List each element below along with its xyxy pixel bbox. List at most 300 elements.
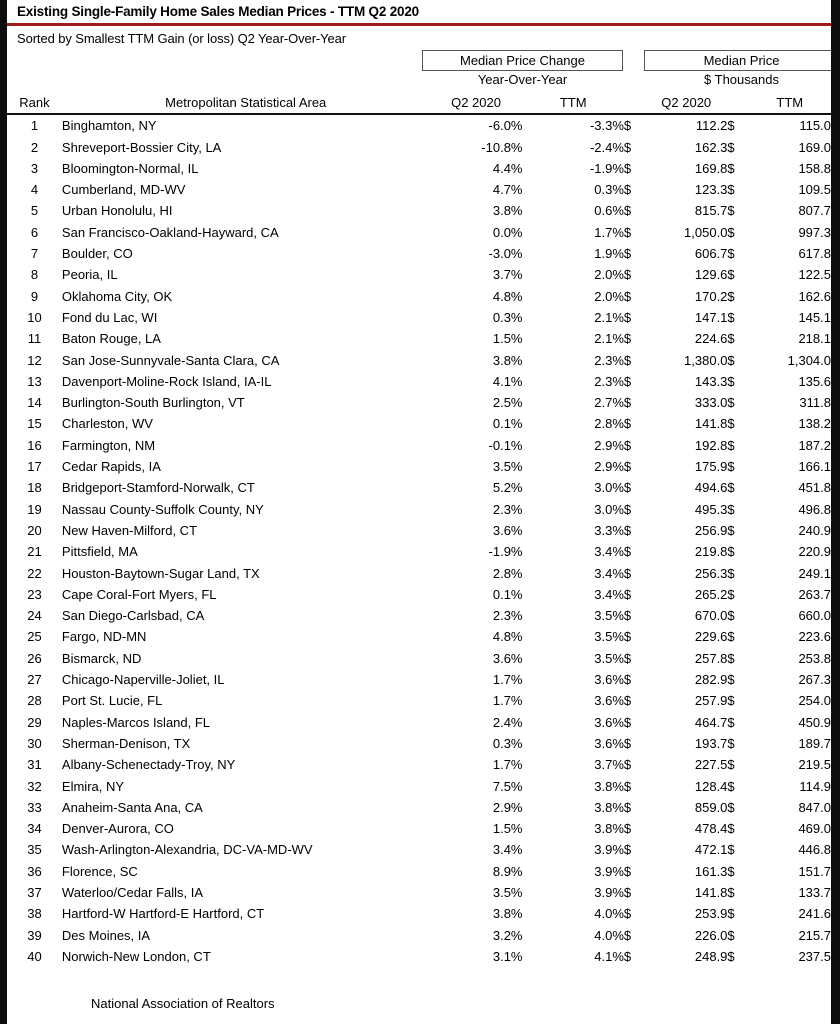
cell-msa: Bridgeport-Stamford-Norwalk, CT bbox=[61, 480, 255, 496]
table-row[interactable] bbox=[7, 903, 831, 924]
cell-change-ttm: 4.1% bbox=[594, 948, 624, 964]
cell-currency-q2: $ bbox=[623, 182, 632, 198]
cell-currency-q2: $ bbox=[623, 629, 632, 645]
cell-price-q2: 1,050.0 bbox=[684, 224, 728, 240]
cell-change-ttm: 1.7% bbox=[594, 224, 624, 240]
cell-currency-q2: $ bbox=[623, 203, 632, 219]
table-row[interactable] bbox=[7, 158, 831, 179]
cell-change-q2: 3.8% bbox=[492, 906, 523, 922]
cell-msa: Bloomington-Normal, IL bbox=[61, 160, 199, 176]
table-row[interactable] bbox=[7, 712, 831, 733]
cell-currency-ttm: $ bbox=[727, 352, 735, 368]
cell-price-ttm: 166.1 bbox=[798, 459, 831, 475]
cell-price-q2: 256.3 bbox=[694, 565, 728, 581]
cell-change-ttm: 2.3% bbox=[594, 352, 624, 368]
cell-price-ttm: 263.7 bbox=[798, 586, 831, 602]
cell-change-q2: 2.8% bbox=[492, 565, 523, 581]
cell-msa: Waterloo/Cedar Falls, IA bbox=[61, 884, 204, 900]
cell-rank: 36 bbox=[27, 863, 42, 879]
cell-change-q2: 3.5% bbox=[492, 884, 523, 900]
cell-rank: 21 bbox=[27, 544, 42, 560]
cell-change-q2: 2.9% bbox=[492, 799, 523, 815]
cell-rank: 7 bbox=[30, 246, 39, 262]
cell-msa: Shreveport-Bossier City, LA bbox=[61, 139, 222, 155]
cell-currency-q2: $ bbox=[623, 352, 632, 368]
cell-price-ttm: 218.1 bbox=[798, 331, 831, 347]
cell-price-ttm: 997.3 bbox=[798, 224, 831, 240]
group-subheader-thousands: $ Thousands bbox=[704, 72, 779, 87]
cell-rank: 18 bbox=[27, 480, 42, 496]
cell-change-q2: 4.8% bbox=[492, 629, 523, 645]
table-row[interactable] bbox=[7, 328, 831, 349]
cell-rank: 33 bbox=[27, 799, 42, 815]
cell-change-q2: 3.1% bbox=[492, 948, 523, 964]
home-sales-table bbox=[7, 92, 831, 967]
report-subtitle-row bbox=[7, 26, 831, 50]
cell-rank: 6 bbox=[30, 224, 39, 240]
table-row[interactable] bbox=[7, 754, 831, 775]
table-row[interactable] bbox=[7, 499, 831, 520]
cell-currency-ttm: $ bbox=[727, 948, 735, 964]
col-header-rank[interactable]: Rank bbox=[7, 92, 62, 114]
cell-price-q2: 147.1 bbox=[694, 309, 728, 325]
cell-currency-ttm: $ bbox=[727, 842, 735, 858]
cell-price-ttm: 151.7 bbox=[798, 863, 831, 879]
cell-price-ttm: 189.7 bbox=[798, 735, 831, 751]
cell-rank: 25 bbox=[27, 629, 42, 645]
cell-price-q2: 226.0 bbox=[694, 927, 728, 943]
cell-currency-q2: $ bbox=[623, 799, 632, 815]
cell-currency-q2: $ bbox=[623, 735, 632, 751]
cell-msa: San Jose-Sunnyvale-Santa Clara, CA bbox=[61, 352, 280, 368]
table-row[interactable] bbox=[7, 264, 831, 285]
cell-price-ttm: 311.8 bbox=[799, 395, 831, 411]
table-row[interactable] bbox=[7, 861, 831, 882]
cell-change-q2: -10.8% bbox=[481, 139, 523, 155]
cell-msa: Norwich-New London, CT bbox=[61, 948, 211, 964]
cell-currency-ttm: $ bbox=[727, 799, 735, 815]
cell-msa: Charleston, WV bbox=[61, 416, 153, 432]
cell-msa: Davenport-Moline-Rock Island, IA-IL bbox=[61, 373, 272, 389]
cell-change-ttm: 2.1% bbox=[594, 331, 624, 347]
table-row[interactable] bbox=[7, 733, 831, 754]
cell-price-q2: 257.9 bbox=[694, 693, 728, 709]
cell-currency-q2: $ bbox=[623, 565, 632, 581]
cell-msa: Hartford-W Hartford-E Hartford, CT bbox=[61, 906, 265, 922]
cell-msa: Denver-Aurora, CO bbox=[61, 821, 174, 837]
cell-currency-ttm: $ bbox=[727, 693, 735, 709]
cell-currency-ttm: $ bbox=[727, 629, 735, 645]
cell-price-ttm: 220.9 bbox=[798, 544, 831, 560]
cell-change-ttm: 3.4% bbox=[594, 586, 624, 602]
cell-currency-q2: $ bbox=[623, 246, 632, 262]
cell-change-ttm: 4.0% bbox=[594, 906, 624, 922]
table-row[interactable] bbox=[7, 179, 831, 200]
cell-msa: Albany-Schenectady-Troy, NY bbox=[61, 757, 236, 773]
cell-change-q2: 7.5% bbox=[492, 778, 523, 794]
cell-price-ttm: 219.5 bbox=[798, 757, 831, 773]
cell-currency-ttm: $ bbox=[727, 608, 735, 624]
cell-price-ttm: 240.9 bbox=[798, 522, 831, 538]
cell-currency-ttm: $ bbox=[727, 224, 735, 240]
cell-msa: Des Moines, IA bbox=[61, 927, 151, 943]
cell-rank: 31 bbox=[27, 757, 42, 773]
cell-msa: New Haven-Milford, CT bbox=[61, 522, 198, 538]
cell-change-q2: -0.1% bbox=[488, 437, 523, 453]
cell-currency-q2: $ bbox=[623, 288, 632, 304]
cell-change-q2: 4.8% bbox=[492, 288, 523, 304]
cell-rank: 29 bbox=[27, 714, 42, 730]
cell-price-q2: 472.1 bbox=[694, 842, 728, 858]
cell-rank: 34 bbox=[27, 821, 42, 837]
cell-price-q2: 161.3 bbox=[694, 863, 728, 879]
cell-change-q2: 2.3% bbox=[492, 608, 523, 624]
report-title-row bbox=[7, 0, 831, 22]
cell-change-ttm: 0.3% bbox=[594, 182, 624, 198]
table-row[interactable] bbox=[7, 413, 831, 434]
cell-change-q2: -1.9% bbox=[488, 544, 523, 560]
cell-price-ttm: 249.1 bbox=[798, 565, 831, 581]
table-row[interactable] bbox=[7, 435, 831, 456]
cell-rank: 14 bbox=[27, 395, 42, 411]
cell-price-ttm: 223.6 bbox=[798, 629, 831, 645]
cell-currency-q2: $ bbox=[623, 224, 632, 240]
col-header-price-q2[interactable]: Q2 2020 bbox=[645, 92, 727, 114]
cell-currency-q2: $ bbox=[623, 160, 632, 176]
group-subheader-year-over-year: Year-Over-Year bbox=[477, 72, 568, 87]
cell-currency-ttm: $ bbox=[727, 586, 735, 602]
cell-price-q2: 464.7 bbox=[694, 714, 728, 730]
cell-change-q2: 3.6% bbox=[492, 650, 523, 666]
cell-currency-ttm: $ bbox=[727, 650, 735, 666]
table-head bbox=[7, 92, 831, 114]
col-header-price-ttm[interactable]: TTM bbox=[749, 92, 831, 114]
cell-change-ttm: 2.7% bbox=[594, 395, 624, 411]
cell-price-ttm: 215.7 bbox=[798, 927, 831, 943]
table-row[interactable] bbox=[7, 392, 831, 413]
cell-price-ttm: 162.6 bbox=[798, 288, 831, 304]
table-row[interactable] bbox=[7, 669, 831, 690]
cell-currency-ttm: $ bbox=[727, 565, 735, 581]
cell-msa: Urban Honolulu, HI bbox=[61, 203, 173, 219]
cell-price-ttm: 114.9 bbox=[799, 778, 831, 794]
cell-price-ttm: 1,304.0 bbox=[787, 352, 831, 368]
cell-change-q2: 3.4% bbox=[492, 842, 523, 858]
cell-rank: 8 bbox=[30, 267, 39, 283]
table-row[interactable] bbox=[7, 456, 831, 477]
cell-rank: 40 bbox=[27, 948, 42, 964]
table-row[interactable] bbox=[7, 114, 831, 136]
cell-change-q2: 3.2% bbox=[492, 927, 523, 943]
table-row[interactable] bbox=[7, 307, 831, 328]
col-header-change-ttm[interactable]: TTM bbox=[523, 92, 624, 114]
table-row[interactable] bbox=[7, 371, 831, 392]
table-row[interactable] bbox=[7, 200, 831, 221]
cell-rank: 15 bbox=[27, 416, 42, 432]
cell-change-ttm: 3.7% bbox=[594, 757, 624, 773]
cell-msa: Peoria, IL bbox=[61, 267, 118, 283]
cell-currency-q2: $ bbox=[623, 906, 632, 922]
col-header-msa[interactable]: Metropolitan Statistical Area bbox=[62, 92, 430, 114]
cell-change-q2: 0.1% bbox=[492, 586, 523, 602]
cell-price-ttm: 145.1 bbox=[798, 309, 831, 325]
cell-price-q2: 192.8 bbox=[694, 437, 728, 453]
cell-currency-q2: $ bbox=[623, 672, 632, 688]
cell-price-ttm: 115.0 bbox=[799, 118, 831, 134]
cell-rank: 13 bbox=[27, 373, 42, 389]
cell-change-q2: 3.8% bbox=[492, 352, 523, 368]
cell-change-q2: 0.3% bbox=[492, 735, 523, 751]
table-row[interactable] bbox=[7, 243, 831, 264]
cell-price-q2: 227.5 bbox=[694, 757, 728, 773]
table-row[interactable] bbox=[7, 541, 831, 562]
cell-price-q2: 175.9 bbox=[694, 459, 728, 475]
cell-price-q2: 494.6 bbox=[694, 480, 728, 496]
cell-price-ttm: 847.0 bbox=[798, 799, 831, 815]
col-header-change-q2[interactable]: Q2 2020 bbox=[430, 92, 523, 114]
table-row[interactable] bbox=[7, 626, 831, 647]
cell-msa: Binghamton, NY bbox=[61, 118, 157, 134]
table-row[interactable] bbox=[7, 690, 831, 711]
cell-change-ttm: 3.8% bbox=[594, 778, 624, 794]
cell-change-ttm: -2.4% bbox=[589, 139, 624, 155]
cell-currency-q2: $ bbox=[623, 331, 632, 347]
table-row[interactable] bbox=[7, 605, 831, 626]
cell-change-q2: 3.5% bbox=[492, 459, 523, 475]
col-header-currency-spacer-2 bbox=[727, 92, 748, 114]
cell-price-q2: 253.9 bbox=[694, 906, 728, 922]
source-label: National Association of Realtors bbox=[91, 996, 275, 1012]
cell-currency-ttm: $ bbox=[727, 672, 735, 688]
cell-change-ttm: 2.8% bbox=[594, 416, 624, 432]
cell-price-q2: 859.0 bbox=[694, 799, 728, 815]
cell-currency-ttm: $ bbox=[727, 927, 735, 943]
cell-change-ttm: 3.6% bbox=[594, 735, 624, 751]
cell-change-q2: 3.8% bbox=[492, 203, 523, 219]
cell-rank: 12 bbox=[27, 352, 42, 368]
report-subtitle: Sorted by Smallest TTM Gain (or loss) Q2 Year-Over-Year bbox=[17, 30, 347, 46]
cell-price-q2: 141.8 bbox=[694, 884, 728, 900]
cell-price-q2: 815.7 bbox=[694, 203, 728, 219]
table-row[interactable] bbox=[7, 286, 831, 307]
cell-currency-ttm: $ bbox=[727, 395, 735, 411]
table-row[interactable] bbox=[7, 222, 831, 243]
cell-rank: 37 bbox=[27, 884, 42, 900]
cell-price-q2: 1,380.0 bbox=[684, 352, 728, 368]
cell-currency-ttm: $ bbox=[727, 480, 735, 496]
cell-change-q2: 0.1% bbox=[492, 416, 523, 432]
cell-change-ttm: 2.1% bbox=[594, 309, 624, 325]
cell-change-ttm: -1.9% bbox=[589, 160, 624, 176]
cell-rank: 10 bbox=[27, 309, 42, 325]
cell-msa: Pittsfield, MA bbox=[61, 544, 138, 560]
cell-msa: Cumberland, MD-WV bbox=[61, 182, 186, 198]
table-row[interactable] bbox=[7, 925, 831, 946]
cell-currency-q2: $ bbox=[623, 863, 632, 879]
cell-change-ttm: 3.4% bbox=[594, 544, 624, 560]
cell-msa: San Francisco-Oakland-Hayward, CA bbox=[61, 224, 279, 240]
cell-price-ttm: 169.0 bbox=[798, 139, 831, 155]
cell-currency-ttm: $ bbox=[727, 139, 735, 155]
cell-msa: Sherman-Denison, TX bbox=[61, 735, 191, 751]
cell-rank: 38 bbox=[27, 906, 42, 922]
cell-change-q2: 4.4% bbox=[492, 160, 523, 176]
cell-price-q2: 170.2 bbox=[694, 288, 728, 304]
cell-currency-ttm: $ bbox=[727, 821, 735, 837]
cell-rank: 11 bbox=[27, 331, 42, 347]
cell-change-q2: 5.2% bbox=[492, 480, 523, 496]
cell-price-q2: 143.3 bbox=[694, 373, 728, 389]
cell-currency-q2: $ bbox=[623, 842, 632, 858]
table-row[interactable] bbox=[7, 648, 831, 669]
cell-currency-q2: $ bbox=[623, 118, 632, 134]
cell-price-q2: 112.2 bbox=[695, 118, 728, 134]
cell-price-q2: 333.0 bbox=[694, 395, 728, 411]
cell-price-q2: 219.8 bbox=[694, 544, 728, 560]
cell-change-ttm: 2.3% bbox=[594, 373, 624, 389]
cell-rank: 2 bbox=[30, 139, 39, 155]
cell-change-ttm: 3.4% bbox=[594, 565, 624, 581]
cell-rank: 22 bbox=[27, 565, 42, 581]
cell-currency-ttm: $ bbox=[727, 757, 735, 773]
cell-msa: Burlington-South Burlington, VT bbox=[61, 395, 245, 411]
cell-currency-q2: $ bbox=[623, 522, 632, 538]
cell-change-q2: 4.1% bbox=[492, 373, 523, 389]
cell-change-q2: 1.7% bbox=[492, 672, 523, 688]
cell-currency-ttm: $ bbox=[727, 331, 735, 347]
cell-price-ttm: 660.0 bbox=[798, 608, 831, 624]
cell-currency-ttm: $ bbox=[727, 884, 735, 900]
cell-currency-q2: $ bbox=[623, 608, 632, 624]
cell-change-ttm: 2.0% bbox=[594, 288, 624, 304]
cell-change-q2: 8.9% bbox=[492, 863, 523, 879]
table-row[interactable] bbox=[7, 137, 831, 158]
group-header-median-price-change: Median Price Change bbox=[422, 50, 623, 71]
cell-currency-ttm: $ bbox=[727, 544, 735, 560]
cell-change-ttm: 3.5% bbox=[594, 608, 624, 624]
cell-currency-q2: $ bbox=[623, 927, 632, 943]
cell-change-q2: -6.0% bbox=[488, 118, 523, 134]
cell-change-ttm: 1.9% bbox=[594, 246, 624, 262]
cell-change-ttm: 3.3% bbox=[594, 522, 624, 538]
cell-price-ttm: 446.8 bbox=[798, 842, 831, 858]
cell-msa: Naples-Marcos Island, FL bbox=[61, 714, 211, 730]
cell-change-ttm: 3.8% bbox=[594, 821, 624, 837]
column-group-subheader-row bbox=[7, 72, 831, 92]
cell-price-q2: 141.8 bbox=[694, 416, 728, 432]
cell-change-ttm: 2.9% bbox=[594, 437, 624, 453]
cell-currency-q2: $ bbox=[623, 309, 632, 325]
cell-price-ttm: 135.6 bbox=[798, 373, 831, 389]
cell-rank: 19 bbox=[27, 501, 42, 517]
cell-msa: Florence, SC bbox=[61, 863, 138, 879]
cell-price-q2: 128.4 bbox=[694, 778, 728, 794]
table-row[interactable] bbox=[7, 350, 831, 371]
table-row[interactable] bbox=[7, 584, 831, 605]
cell-rank: 3 bbox=[30, 160, 39, 176]
cell-currency-q2: $ bbox=[623, 586, 632, 602]
cell-change-q2: 0.0% bbox=[492, 224, 523, 240]
table-row[interactable] bbox=[7, 797, 831, 818]
cell-currency-q2: $ bbox=[623, 373, 632, 389]
report-footer bbox=[7, 967, 831, 1017]
cell-price-ttm: 617.8 bbox=[798, 246, 831, 262]
table-row[interactable] bbox=[7, 946, 831, 967]
cell-rank: 16 bbox=[27, 437, 42, 453]
cell-currency-ttm: $ bbox=[727, 267, 735, 283]
cell-price-ttm: 187.2 bbox=[798, 437, 831, 453]
cell-currency-ttm: $ bbox=[727, 906, 735, 922]
cell-currency-q2: $ bbox=[623, 757, 632, 773]
table-row[interactable] bbox=[7, 563, 831, 584]
table-row[interactable] bbox=[7, 882, 831, 903]
cell-price-ttm: 450.9 bbox=[798, 714, 831, 730]
cell-change-q2: 0.3% bbox=[492, 309, 523, 325]
cell-msa: Cape Coral-Fort Myers, FL bbox=[61, 586, 217, 602]
cell-price-q2: 169.8 bbox=[694, 160, 728, 176]
cell-price-q2: 606.7 bbox=[694, 246, 728, 262]
cell-price-ttm: 451.8 bbox=[798, 480, 831, 496]
cell-msa: Elmira, NY bbox=[61, 778, 125, 794]
cell-change-q2: 2.3% bbox=[492, 501, 523, 517]
cell-change-q2: 1.5% bbox=[492, 821, 523, 837]
cell-rank: 35 bbox=[27, 842, 42, 858]
table-header-row bbox=[7, 92, 831, 114]
cell-rank: 24 bbox=[27, 608, 42, 624]
cell-change-q2: 3.6% bbox=[492, 522, 523, 538]
cell-msa: Fargo, ND-MN bbox=[61, 629, 147, 645]
cell-price-ttm: 807.7 bbox=[798, 203, 831, 219]
cell-price-q2: 282.9 bbox=[694, 672, 728, 688]
cell-price-q2: 256.9 bbox=[694, 522, 728, 538]
cell-currency-q2: $ bbox=[623, 267, 632, 283]
cell-price-ttm: 253.8 bbox=[798, 650, 831, 666]
table-row[interactable] bbox=[7, 818, 831, 839]
table-row[interactable] bbox=[7, 520, 831, 541]
cell-price-q2: 162.3 bbox=[694, 139, 728, 155]
cell-change-q2: 1.7% bbox=[492, 757, 523, 773]
cell-price-ttm: 254.0 bbox=[798, 693, 831, 709]
cell-currency-ttm: $ bbox=[727, 182, 735, 198]
cell-price-q2: 129.6 bbox=[694, 267, 728, 283]
cell-currency-q2: $ bbox=[623, 821, 632, 837]
cell-change-ttm: 2.9% bbox=[594, 459, 624, 475]
cell-change-ttm: 3.6% bbox=[594, 672, 624, 688]
cell-rank: 23 bbox=[27, 586, 42, 602]
cell-price-ttm: 469.0 bbox=[798, 821, 831, 837]
cell-rank: 39 bbox=[27, 927, 42, 943]
cell-msa: Houston-Baytown-Sugar Land, TX bbox=[61, 565, 260, 581]
report-title: Existing Single-Family Home Sales Median Prices - TTM Q2 2020 bbox=[17, 3, 419, 19]
cell-rank: 9 bbox=[30, 288, 39, 304]
cell-currency-ttm: $ bbox=[727, 863, 735, 879]
table-row[interactable] bbox=[7, 776, 831, 797]
cell-currency-q2: $ bbox=[623, 778, 632, 794]
cell-currency-q2: $ bbox=[623, 948, 632, 964]
cell-msa: Boulder, CO bbox=[61, 246, 133, 262]
cell-change-ttm: 3.6% bbox=[594, 714, 624, 730]
cell-currency-ttm: $ bbox=[727, 522, 735, 538]
table-row[interactable] bbox=[7, 839, 831, 860]
cell-price-ttm: 267.3 bbox=[798, 672, 831, 688]
cell-price-ttm: 122.5 bbox=[798, 267, 831, 283]
cell-change-ttm: 3.8% bbox=[594, 799, 624, 815]
cell-currency-ttm: $ bbox=[727, 459, 735, 475]
cell-price-q2: 670.0 bbox=[694, 608, 728, 624]
cell-rank: 5 bbox=[30, 203, 39, 219]
cell-price-q2: 193.7 bbox=[694, 735, 728, 751]
table-row[interactable] bbox=[7, 477, 831, 498]
